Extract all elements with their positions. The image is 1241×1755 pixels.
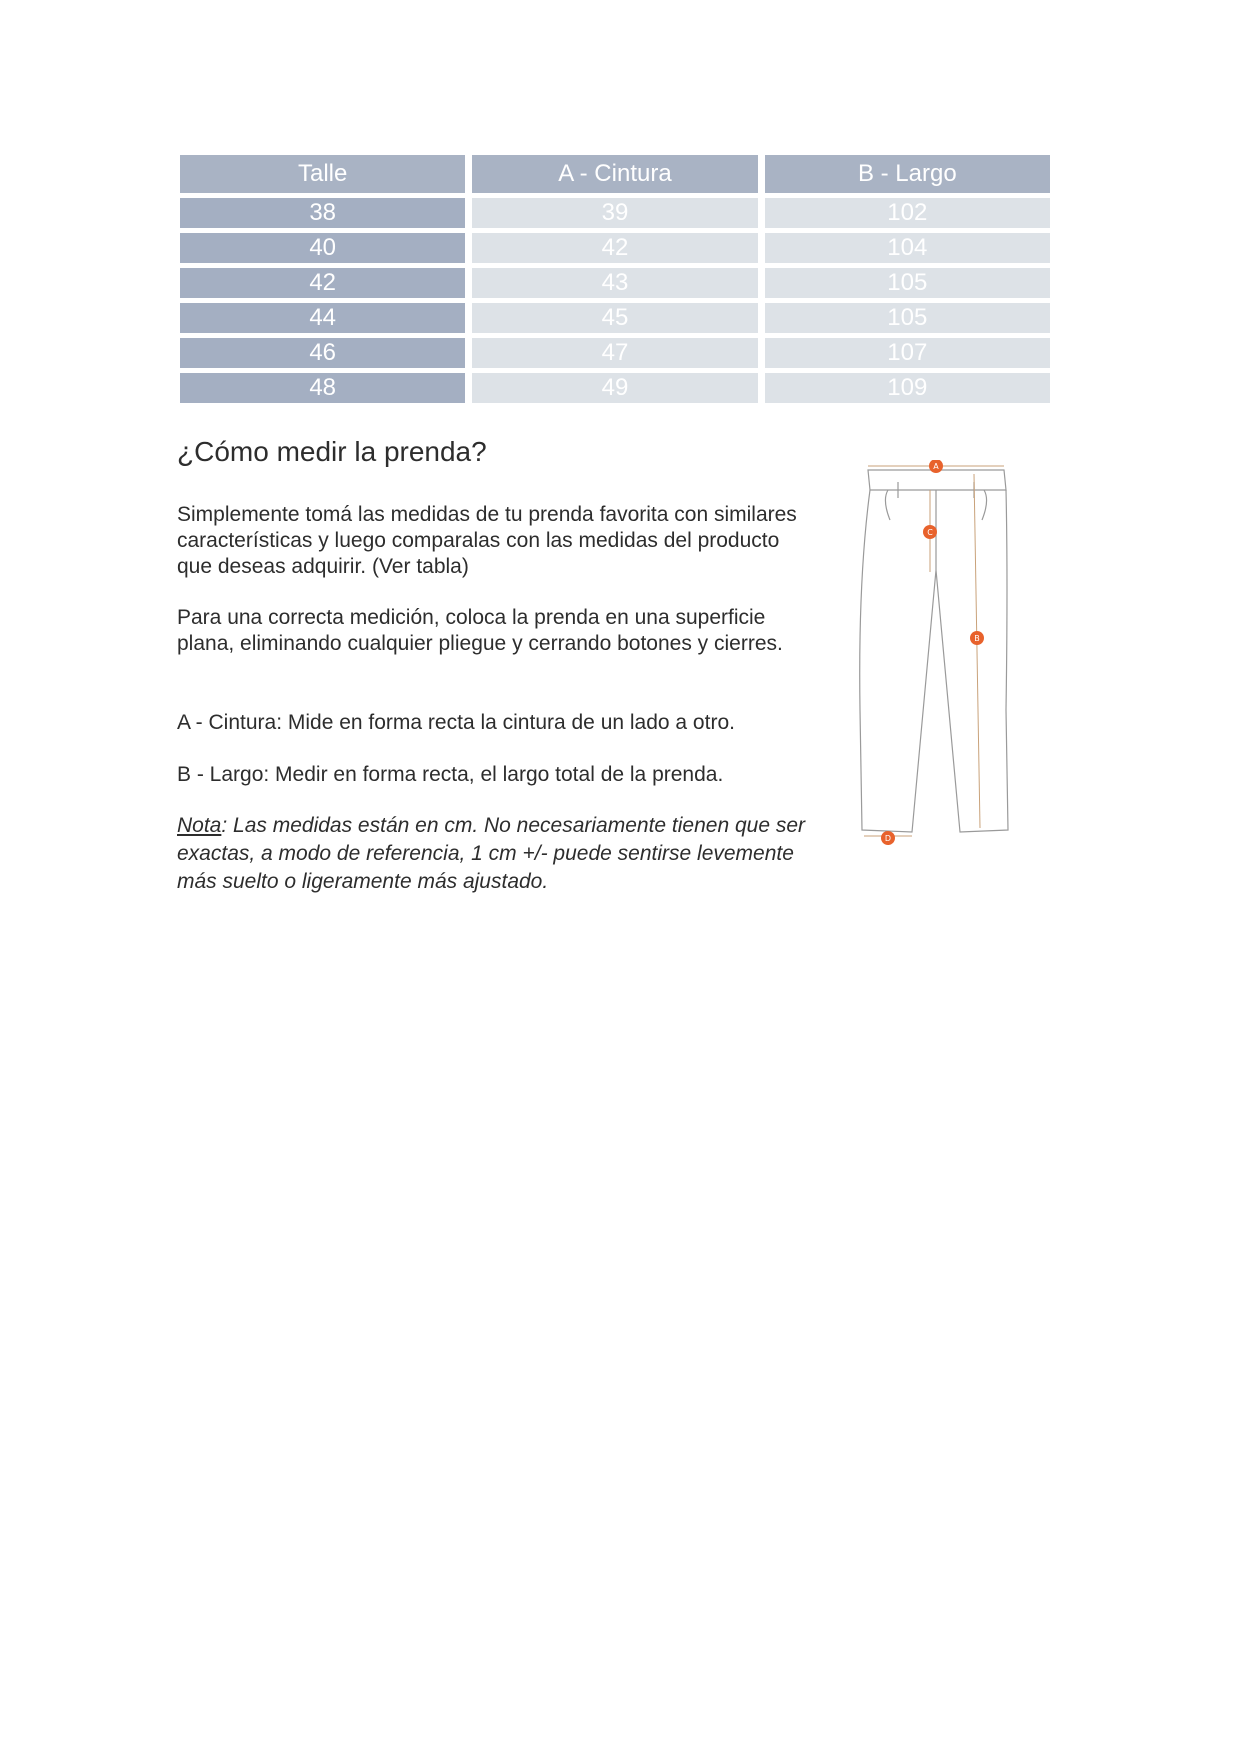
cell-largo: 105 [765, 303, 1050, 333]
note-label: Nota [177, 814, 222, 837]
cell-largo: 105 [765, 268, 1050, 298]
svg-text:A: A [933, 462, 939, 471]
length-instruction: B - Largo: Medir en forma recta, el largo total de la prenda. [177, 763, 724, 786]
header-cintura: A - Cintura [472, 155, 757, 193]
svg-text:C: C [927, 528, 933, 537]
header-largo: B - Largo [765, 155, 1050, 193]
pants-diagram [848, 460, 1028, 855]
guide-paragraph-intro: Simplemente tomá las medidas de tu prenda favorita con similares características y luego comparalas con las medidas del producto que deseas adquirir. (Ver tabla) [177, 503, 797, 578]
cell-talle: 40 [180, 233, 465, 263]
cell-talle: 44 [180, 303, 465, 333]
table-row [180, 198, 1050, 228]
cell-talle: 42 [180, 268, 465, 298]
header-talle: Talle [180, 155, 465, 193]
cell-talle: 38 [180, 198, 465, 228]
pants-outline [860, 470, 1008, 832]
table-row [180, 303, 1050, 333]
measurement-lines [864, 466, 1004, 836]
table-row [180, 233, 1050, 263]
size-table [173, 150, 1057, 408]
marker-a-icon [929, 460, 943, 473]
svg-text:D: D [884, 834, 892, 843]
cell-cintura: 47 [472, 338, 757, 368]
cell-largo: 109 [765, 373, 1050, 403]
cell-talle: 46 [180, 338, 465, 368]
table-row [180, 268, 1050, 298]
marker-d-icon [881, 831, 895, 845]
marker-b-icon [970, 631, 984, 645]
cell-cintura: 43 [472, 268, 757, 298]
note-paragraph [177, 812, 817, 896]
cell-talle: 48 [180, 373, 465, 403]
waist-instruction: A - Cintura: Mide en forma recta la cintura de un lado a otro. [177, 711, 735, 734]
cell-largo: 107 [765, 338, 1050, 368]
table-row [180, 373, 1050, 403]
svg-text:B: B [974, 634, 980, 643]
cell-cintura: 49 [472, 373, 757, 403]
guide-title: ¿Cómo medir la prenda? [177, 436, 487, 467]
table-header-row [180, 155, 1050, 193]
cell-largo: 102 [765, 198, 1050, 228]
table-row [180, 338, 1050, 368]
cell-cintura: 45 [472, 303, 757, 333]
cell-cintura: 39 [472, 198, 757, 228]
note-text: : Las medidas están en cm. No necesariamente tienen que ser exactas, a modo de referencia, 1 cm +/- puede sentirse levemente más suelto o ligeramente más ajustado. [177, 814, 806, 893]
marker-c-icon [923, 525, 937, 539]
cell-largo: 104 [765, 233, 1050, 263]
cell-cintura: 42 [472, 233, 757, 263]
guide-paragraph-flat-surface: Para una correcta medición, coloca la prenda en una superficie plana, eliminando cualquier pliegue y cerrando botones y cierres. [177, 606, 783, 655]
